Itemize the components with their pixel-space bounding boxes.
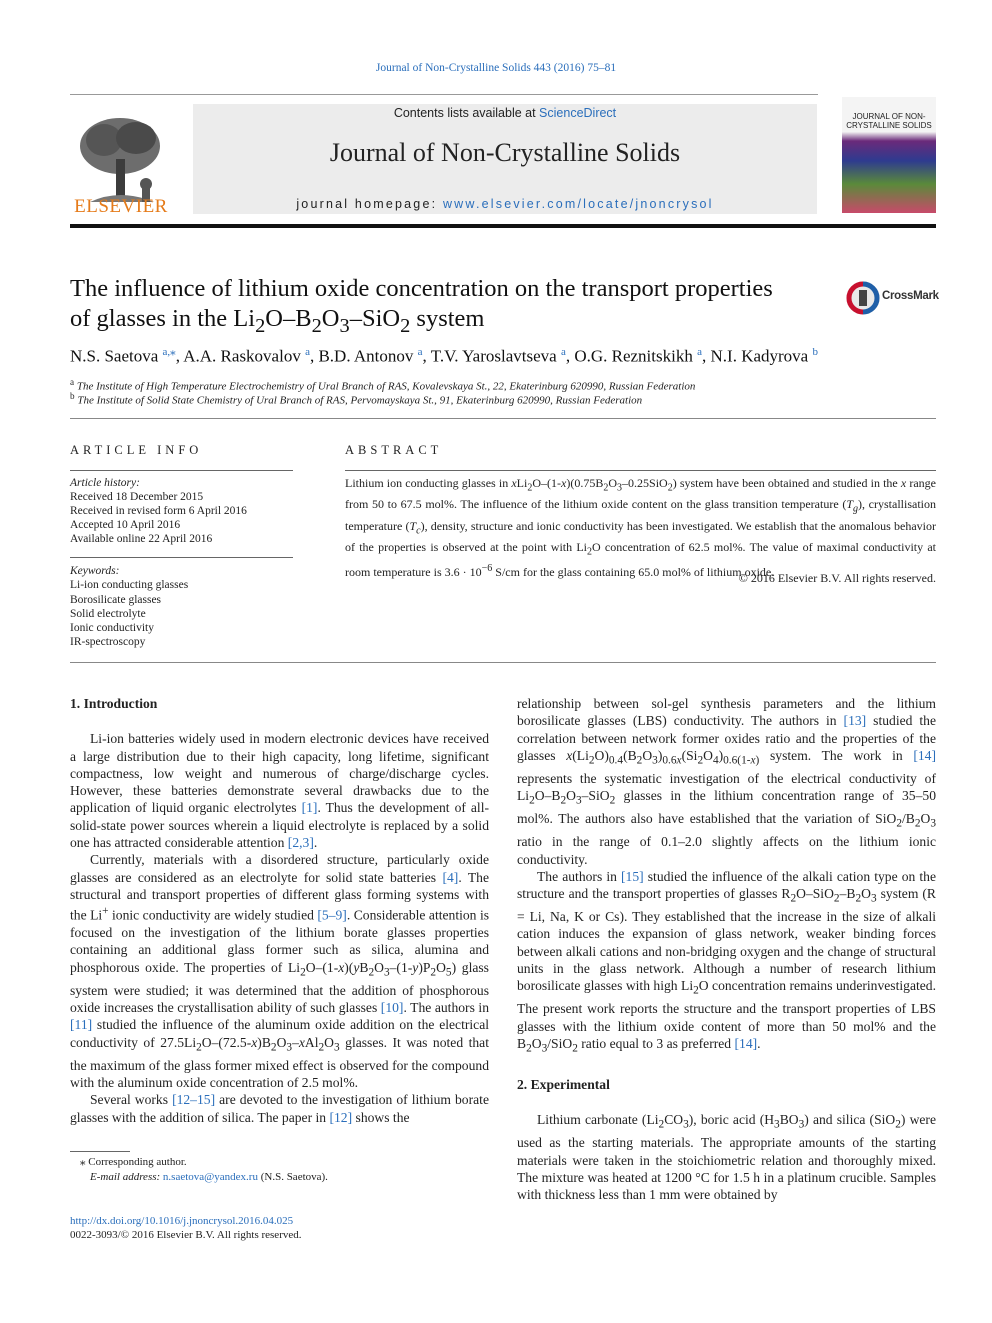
article-history: Article history: Received 18 December 2015 Received in revised form 6 April 2016 Accepted 10 April 2016 Available online 22 April 2016 xyxy=(70,476,293,546)
crossmark-label[interactable]: CrossMark xyxy=(882,290,939,302)
copyright: © 2016 Elsevier B.V. All rights reserved. xyxy=(738,571,936,585)
author-name[interactable]: N.I. Kadyrova xyxy=(710,346,809,366)
header-divider xyxy=(70,224,936,228)
author-list: N.S. Saetova $^{a,⁎}$, A.A. Raskovalov $^a$, B.D. Antonov $^a$, T.V. Yaroslavtseva $^a$, O.G. Reznitskikh $^a$, N.I. Kadyrova $^b$ xyxy=(70,346,818,366)
keyword: Solid electrolyte xyxy=(70,607,146,620)
paragraph: Li-ion batteries widely used in modern electronic devices have received a large distribution due to their high capacity, long lifetime, significant compactness, low weight and numerous of charge/discharge cycles. However, these batteries demonstrate several drawbacks due to the application of liquid organic electrolytes [1]. Thus the development of all-solid-state power sources wherein a liquid electrolyte is replaced by a solid one has attracted considerable attention [2,3]. xyxy=(70,731,489,851)
abstract-heading: ABSTRACT xyxy=(345,443,443,457)
affiliation-a: $^a$ The Institute of High Temperature Electrochemistry of Ural Branch of RAS, Kovalevskaya St., 22, Ekaterinburg 620990, Russian Federation xyxy=(70,377,696,393)
history-item: Available online 22 April 2016 xyxy=(70,533,213,545)
divider xyxy=(70,557,293,558)
paragraph: The authors in [15] studied the influence of the alkali cation type on the structure and the transport properties of glasses $R_2O-SiO_2-B_2O_3$ system (R = Li, Na, K or Cs). They established that the increase in the size of alkali cation induces the expansion of glass network, weaker binding forces between alkali cations and non-bridging oxygen and the change of structural units in the glass network. Although a number of research lithium borosilicate glasses with high $Li_2O$ concentration remains underinvestigated. The present work reports the structure and the transport properties of LBS glasses with the lithium oxide content of more than 50 mol% and the $B_2O_3/SiO_2$ ratio equal to 3 as preferred [14]. xyxy=(517,868,936,1055)
abstract-text: Lithium ion conducting glasses in $xLi_2O-(1-x)(0.75B_2O_3-0.25SiO_2)$ system have been obtained and studied in the x range from 50 to 67.5 mol%. The influence of the lithium oxide content on the glass transition temperature $(T_g)$, crystallisation temperature $(T_c)$, density, structure and ionic conductivity has been investigated. We establish that the anomalous behavior of the properties is observed at the point with $Li_2O$ concentration of 62.5 mol%. The value of maximal conductivity at room temperature is $3.6 \cdot 10^{-6}$ S/cm for the glass containing 65.0 mol% of lithium oxide. xyxy=(345,476,937,579)
author-name[interactable]: B.D. Antonov xyxy=(318,346,414,366)
divider xyxy=(70,418,936,419)
paragraph: Several works [12–15] are devoted to the investigation of lithium borate glasses with the addition of silica. The paper in [12] shows the xyxy=(70,1092,489,1125)
article-title: The influence of lithium oxide concentration on the transport properties of glasses in the $Li_2O-B_2O_3-SiO_2$ system xyxy=(70,275,773,337)
divider xyxy=(70,470,293,471)
crossmark-icon[interactable] xyxy=(846,281,880,315)
history-item: Accepted 10 April 2016 xyxy=(70,519,181,531)
author-affiliation-mark[interactable]: a xyxy=(697,346,702,358)
divider xyxy=(70,662,936,663)
footnote: ⁎ Corresponding author. E-mail address: n.saetova@yandex.ru (N.S. Saetova). xyxy=(80,1156,328,1183)
author-affiliation-mark[interactable]: a xyxy=(560,346,566,358)
keyword: Borosilicate glasses xyxy=(70,593,162,606)
author-affiliation-mark[interactable]: a xyxy=(305,346,310,358)
divider xyxy=(70,94,818,95)
article-info-heading: ARTICLE INFO xyxy=(70,443,203,457)
keyword: Ionic conductivity xyxy=(70,622,154,635)
author-name[interactable]: N.S. Saetova xyxy=(70,346,159,366)
elsevier-wordmark: ELSEVIER xyxy=(74,196,168,217)
paragraph: Currently, materials with a disordered structure, particularly oxide glasses are considered as an electrolyte for solid state batteries [4]. The structural and transport properties of different glass forming systems with the Li+ ionic conductivity are widely studied [5–9]. Considerable attention is focused on the investigation of the lithium borate glasses properties containing an additional glass former such as silica, alumina and phosphorous oxide. The properties of $Li_2O-(1-x)(yB_2O_3-(1-y)P_2O_5)$ glass system were studied; it was determined that the addition of phosphorous oxide increases the crystallisation ability of such glasses [10]. The authors in [11] studied the influence of the aluminum oxide addition on the electrical conductivity of $27.5Li_2O-(72.5-x)B_2O_3-xAl_2O_3$ glasses. It was noted that the maximum of the glass former mixed effect is observed for the compound with the aluminum oxide concentration of 2.5 mol%. xyxy=(70,852,490,1090)
journal-name: Journal of Non-Crystalline Solids xyxy=(329,138,681,167)
keyword: Li-ion conducting glasses xyxy=(70,579,189,592)
author-name[interactable]: O.G. Reznitskikh xyxy=(574,346,693,366)
author-affiliation-mark[interactable]: a,⁎ xyxy=(162,346,176,358)
footnote-divider xyxy=(70,1151,130,1152)
section-heading: 2. Experimental xyxy=(517,1076,610,1092)
author-affiliation-mark[interactable]: a xyxy=(417,346,423,358)
contents-line: Contents lists available at ScienceDirect xyxy=(393,106,617,120)
author-name[interactable]: A.A. Raskovalov xyxy=(183,346,301,366)
affiliation-b: $^b$ The Institute of Solid State Chemistry of Ural Branch of RAS, Pervomayskaya St., 91, Ekaterinburg 620990, Russian Federation xyxy=(70,391,643,407)
journal-citation[interactable]: Journal of Non-Crystalline Solids 443 (2016) 75–81 xyxy=(375,62,617,74)
issn-line: 0022-3093/© 2016 Elsevier B.V. All rights reserved. xyxy=(70,1229,302,1241)
keywords: Keywords: Li-ion conducting glasses Borosilicate glasses Solid electrolyte Ionic conductivity IR-spectroscopy xyxy=(70,564,293,650)
homepage-line: journal homepage: www.elsevier.com/locate/jnoncrysol xyxy=(296,197,714,211)
keyword: IR-spectroscopy xyxy=(70,636,146,649)
doi-link[interactable]: http://dx.doi.org/10.1016/j.jnoncrysol.2016.04.025 xyxy=(70,1215,294,1227)
history-item: Received 18 December 2015 xyxy=(70,491,204,503)
history-item: Received in revised form 6 April 2016 xyxy=(70,505,247,517)
paragraph: relationship between sol-gel synthesis parameters and the lithium borosilicate glasses (LBS) conductivity. The authors in [13] studied the correlation between network former oxides ratio and the properties of the glasses $x(Li_2O)_{0.4}(B_2O_3)_{0.6x}(Si_2O_4)_{0.6(1-x)}$ system. The work in [14] represents the systematic investigation of the electrical conductivity of $Li_2O-B_2O_3-SiO_2$ glasses in the lithium concentration range of 35–50 mol%. The authors also have established that the variation of $SiO_2/B_2O_3$ ratio in the range of 0.1–2.0 slightly affects on the lithium ionic conductivity. xyxy=(517,696,936,867)
author-affiliation-mark[interactable]: b xyxy=(812,346,818,358)
body-column-right xyxy=(517,695,936,1203)
email-link[interactable]: n.saetova@yandex.ru xyxy=(162,1171,258,1183)
paragraph: Lithium carbonate $(Li_2CO_3)$, boric acid $(H_3BO_3)$ and silica (SiO$_2$) were used as the starting materials. The appropriate amounts of the starting materials were taken in the stoichiometric relation and thoroughly mixed. The mixture was heated at 1200 °C for 1.5 h in a platinum crucible. Samples with thickness less than 1 mm were obtained by xyxy=(517,1112,936,1203)
author-name[interactable]: T.V. Yaroslavtseva xyxy=(430,346,557,366)
homepage-link[interactable]: www.elsevier.com/locate/jnoncrysol xyxy=(442,197,714,211)
cover-title: JOURNAL OF NON-CRYSTALLINE SOLIDS xyxy=(846,112,932,130)
body-column-left xyxy=(70,695,489,1126)
section-heading: 1. Introduction xyxy=(70,696,158,711)
sciencedirect-link[interactable]: ScienceDirect xyxy=(539,106,617,120)
divider xyxy=(345,470,936,471)
